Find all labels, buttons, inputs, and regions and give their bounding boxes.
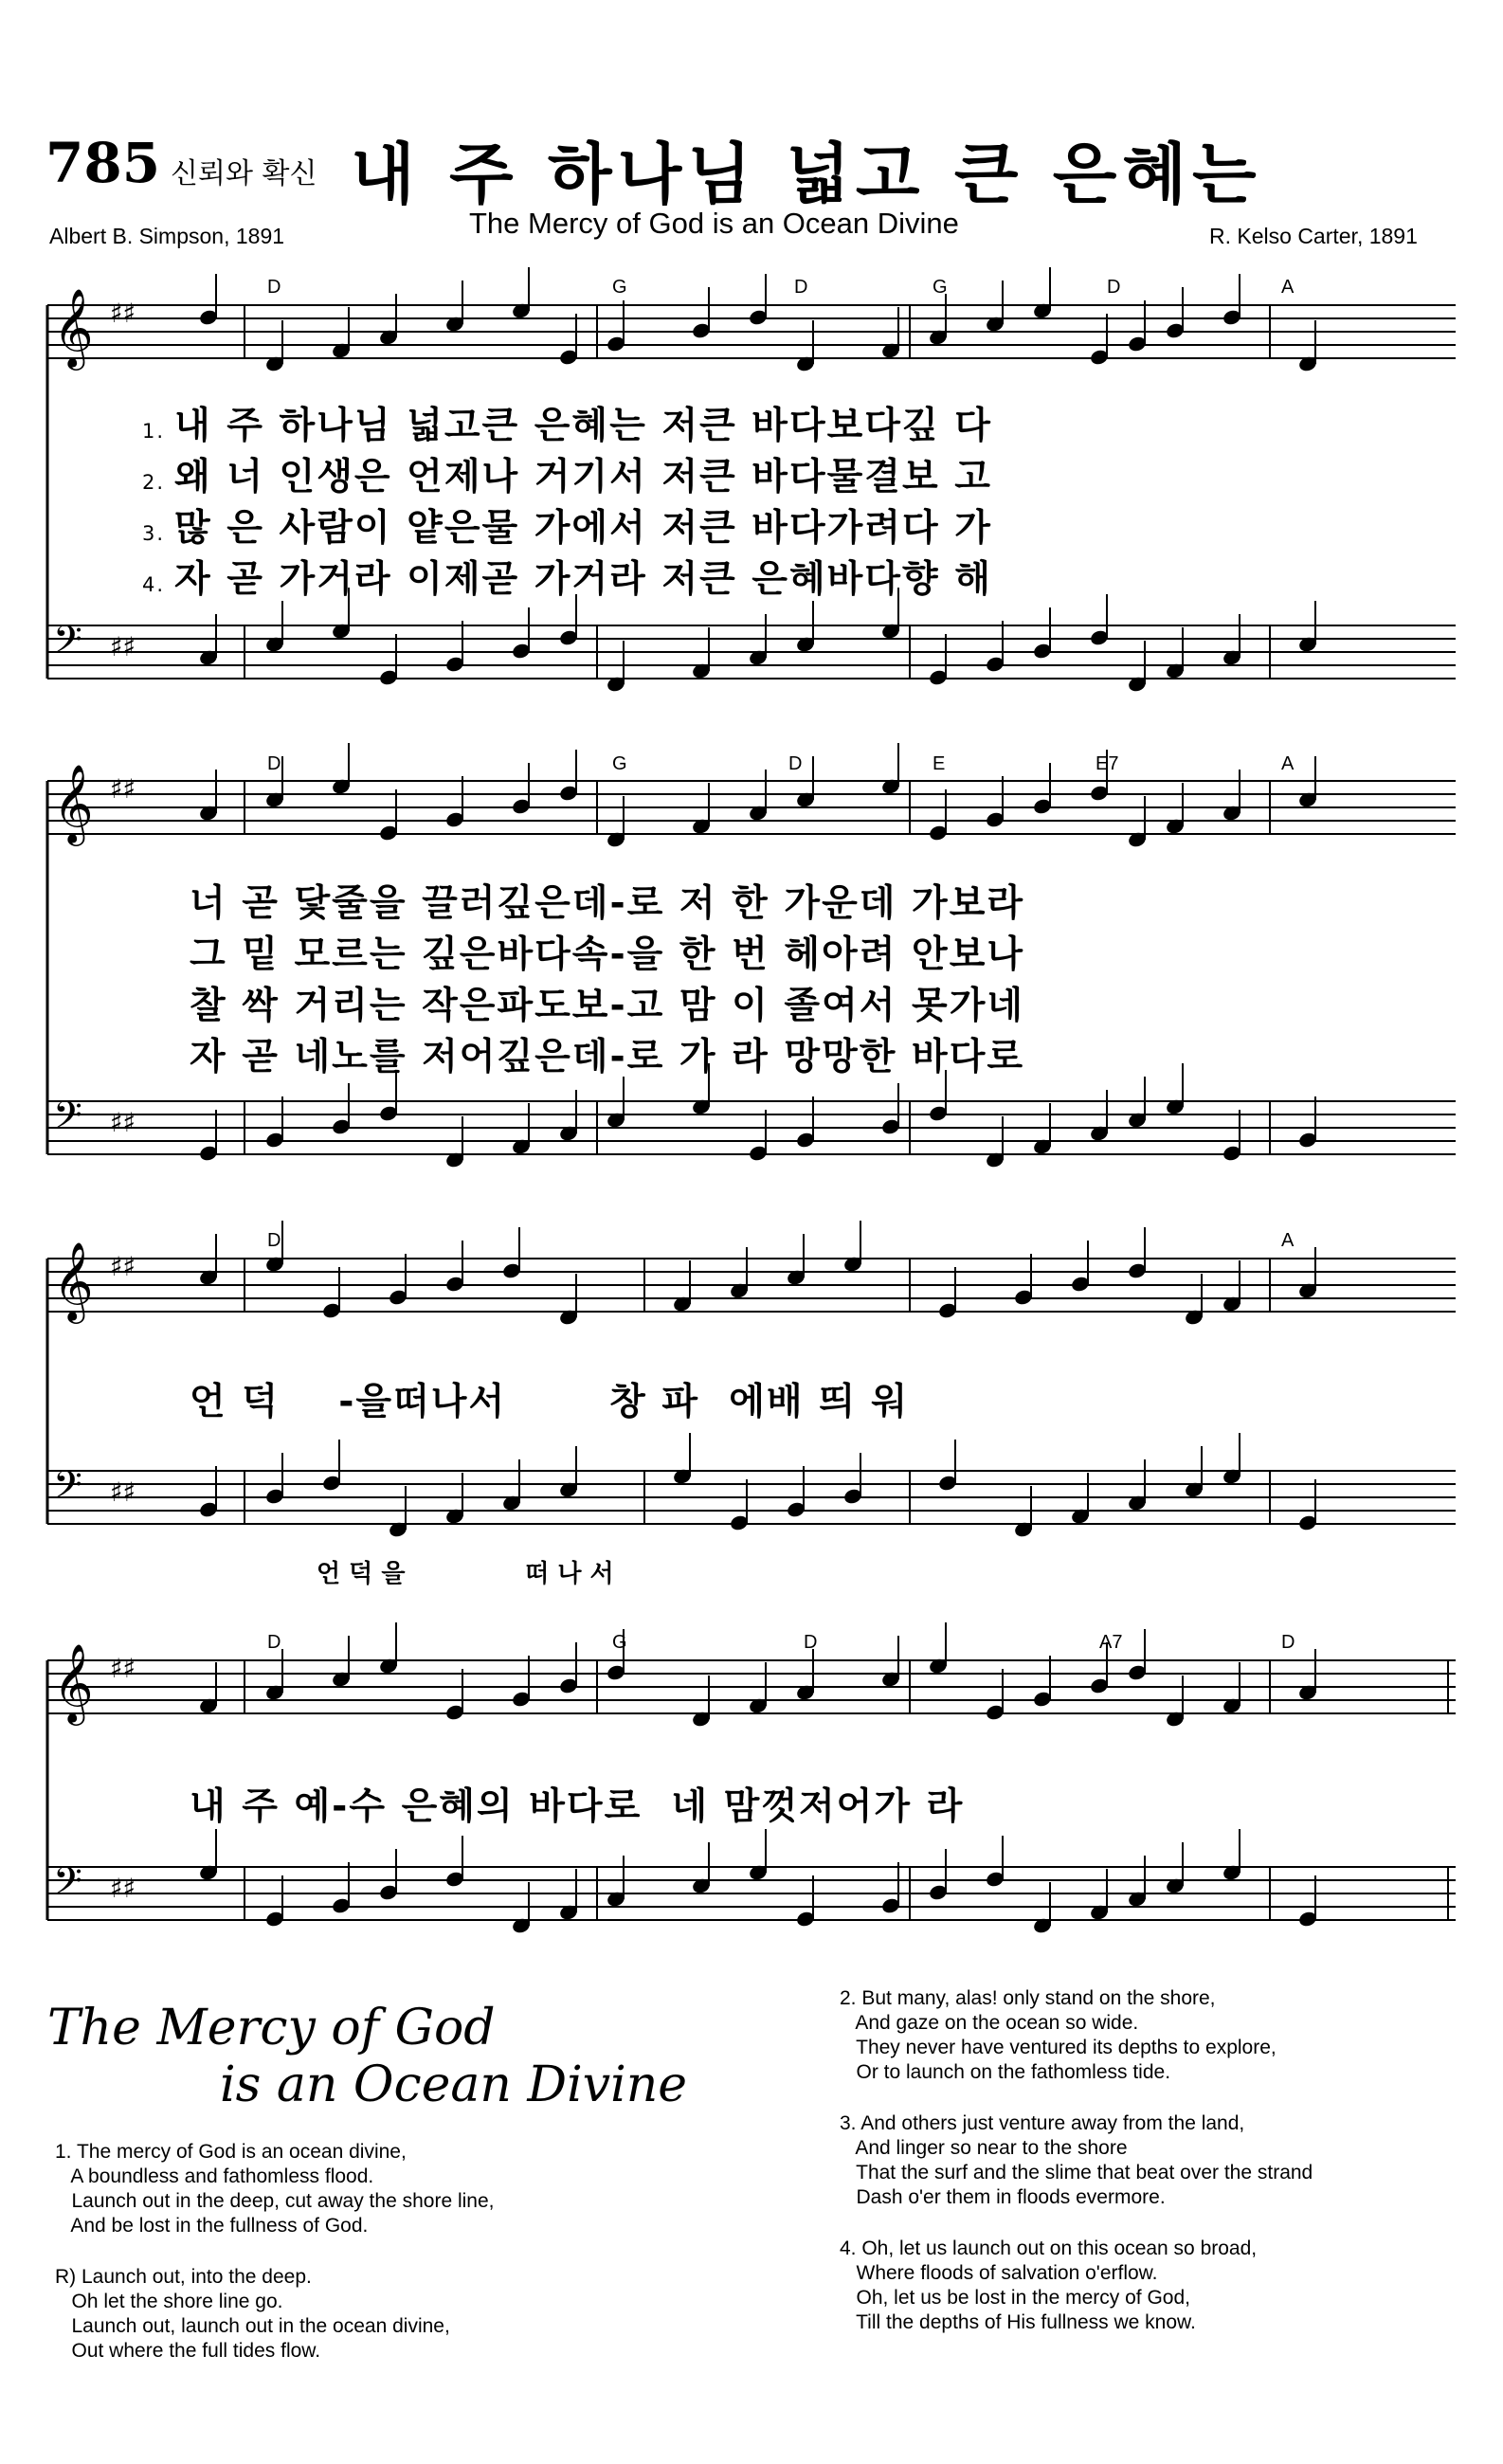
chord-symbol: D [1107,277,1121,298]
chord-symbol: E [933,753,946,774]
key-signature-icon: ♯♯ [110,1107,136,1138]
key-signature-icon: ♯♯ [110,298,136,329]
english-stanza [840,2111,1503,2210]
stanza-line: 2. But many, alas! only stand on the shore, [840,1987,1216,2009]
lyric-line: 내 주 예-수 은혜의 바다로 네 맘껏저어가 라 [190,1785,965,1828]
lyric-line: 4. 자 곧 가거라 이제곧 가거라 저큰 은혜바다향 해 [142,558,992,601]
lyric-line: 1. 내 주 하나님 넓고큰 은혜는 저큰 바다보다깊 다 [142,405,992,447]
chord-symbol: A [1281,753,1295,774]
key-signature-icon: ♯♯ [110,1653,136,1684]
stanza-line: 3. And others just venture away from the land, [840,2112,1245,2134]
treble-clef-icon: 𝄞 [53,287,94,367]
stanza-line: They never have ventured its depths to explore, [840,2037,1277,2058]
chord-symbol: D [267,753,281,774]
lyric-line: 그 밑 모르는 깊은바다속-을 한 번 헤아려 안보나 [190,933,1025,976]
lyric-line: 자 곧 네노를 저어깊은데-로 가 라 망망한 바다로 [190,1036,1025,1078]
bass-clef-icon: 𝄢 [53,618,82,671]
lyric-line: 언 덕 -을떠나서 창 파 에배 띄 워 [190,1381,910,1423]
lyric-line: 3. 많 은 사람이 얕은물 가에서 저큰 바다가려다 가 [142,507,992,550]
chord-symbol: G [612,1632,627,1653]
chord-symbol: A7 [1099,1632,1123,1653]
chord-symbol: D [267,1230,281,1251]
stanza-line: 4. Oh, let us launch out on this ocean so broad, [840,2238,1258,2259]
key-signature-icon: ♯♯ [110,631,136,662]
english-stanza [840,1986,1503,2085]
stanza-line: A boundless and fathomless flood. [55,2165,374,2187]
chord-symbol: D [788,753,803,774]
key-signature-icon: ♯♯ [110,1477,136,1508]
key-signature-icon: ♯♯ [110,773,136,805]
composer-credit: R. Kelso Carter, 1891 [1209,224,1418,248]
english-stanza [840,2237,1503,2335]
lyric-line: 너 곧 닻줄을 끌러깊은데-로 저 한 가운데 가보라 [190,882,1025,925]
stanza-line: Till the depths of His fullness we know. [840,2311,1196,2333]
stanza-line: And gaze on the ocean so wide. [840,2012,1139,2034]
stanza-line: R) Launch out, into the deep. [55,2266,312,2288]
chord-symbol: A [1281,277,1295,298]
lyric-line: 2. 왜 너 인생은 언제나 거기서 저큰 바다물결보 고 [142,456,992,498]
korean-title: 내 주 하나님 넓고 큰 은혜는 [351,136,1262,213]
chord-symbol: A [1281,1230,1295,1251]
bass-clef-icon: 𝄢 [53,1859,82,1912]
treble-clef-icon: 𝄞 [53,1241,94,1320]
hymn-number: 785 [45,131,161,195]
key-signature-icon: ♯♯ [110,1251,136,1282]
english-section-title: is an Ocean Divine [220,2056,688,2113]
chord-symbol: D [267,1632,281,1653]
chord-symbol: G [933,277,948,298]
stanza-line: Launch out in the deep, cut away the shore line, [55,2190,495,2212]
stanza-line: Launch out, launch out in the ocean divine, [55,2315,450,2337]
stanza-line: Where floods of salvation o'erflow. [840,2262,1158,2284]
stanza-line: That the surf and the slime that beat over the strand [840,2162,1313,2183]
english-section-title: The Mercy of God [47,2000,496,2056]
bass-clef-icon: 𝄢 [53,1463,82,1516]
stanza-line: And be lost in the fullness of God. [55,2215,369,2237]
hymn-category: 신뢰와 확신 [171,157,317,190]
stanza-line: Dash o'er them in floods evermore. [840,2186,1166,2208]
english-title: The Mercy of God is an Ocean Divine [469,207,959,240]
chord-symbol: D [267,277,281,298]
chord-symbol: D [1281,1632,1295,1653]
author-credit: Albert B. Simpson, 1891 [49,224,285,248]
key-signature-icon: ♯♯ [110,1873,136,1904]
treble-clef-icon: 𝄞 [53,1642,94,1722]
stanza-line: Oh, let us be lost in the mercy of God, [840,2287,1191,2309]
english-stanza [55,2140,718,2238]
stanza-line: Oh let the shore line go. [55,2291,283,2312]
chord-symbol: G [612,753,627,774]
stanza-line: 1. The mercy of God is an ocean divine, [55,2141,407,2163]
stanza-line: Or to launch on the fathomless tide. [840,2061,1171,2083]
chord-symbol: E7 [1096,753,1119,774]
stanza-line: And linger so near to the shore [840,2137,1128,2159]
chord-symbol: D [804,1632,818,1653]
treble-clef-icon: 𝄞 [53,763,94,842]
bass-lyric-line: 언 덕 을 떠 나 서 [317,1560,614,1588]
bass-clef-icon: 𝄢 [53,1094,82,1147]
english-refrain [55,2265,718,2364]
stanza-line: Out where the full tides flow. [55,2340,321,2362]
chord-symbol: G [612,277,627,298]
lyric-line: 찰 싹 거리는 작은파도보-고 맘 이 졸여서 못가네 [190,985,1025,1027]
chord-symbol: D [794,277,808,298]
